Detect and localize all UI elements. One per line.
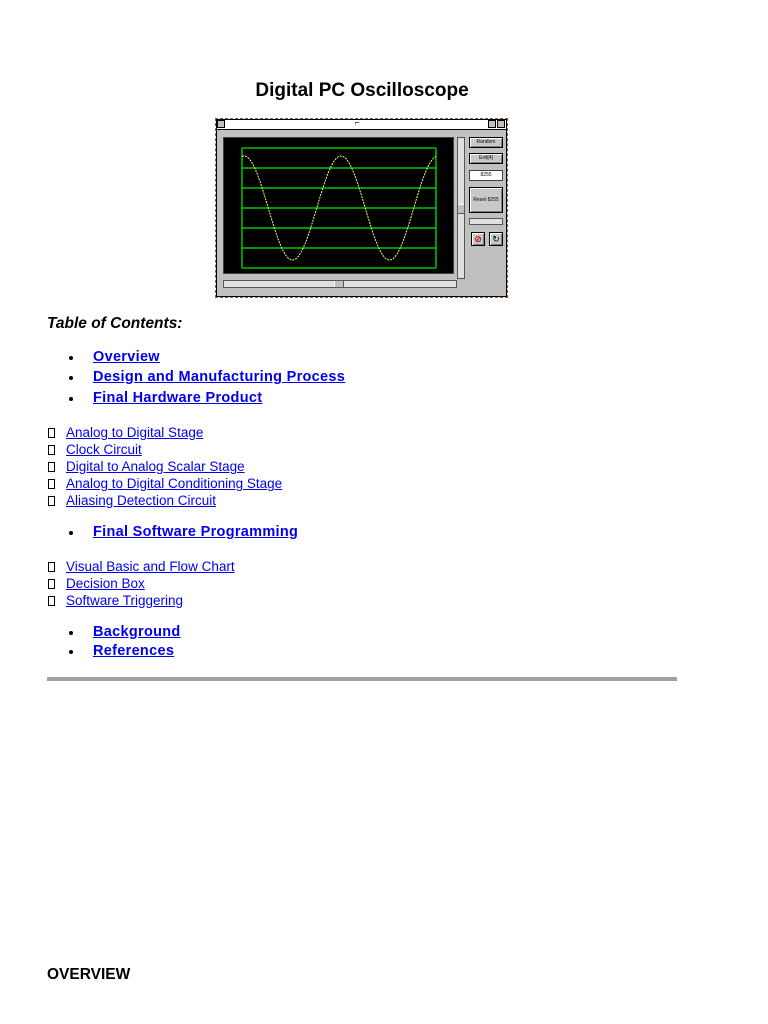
horizontal-scrollbar (223, 280, 457, 288)
random-button: Random (469, 137, 503, 148)
square-bullet-icon (48, 579, 55, 589)
link-adc-conditioning[interactable]: Analog to Digital Conditioning Stage (66, 476, 283, 491)
square-bullet-icon (48, 462, 55, 472)
scope-display (223, 137, 454, 274)
toc-link-overview[interactable]: Overview (93, 349, 160, 365)
maximize-icon (497, 120, 505, 128)
toc-link-software[interactable]: Final Software Programming (93, 524, 299, 540)
list-item (48, 492, 282, 509)
window-titlebar (217, 120, 506, 130)
title-glyph-icon: ⌐ (355, 118, 360, 127)
page-title: Digital PC Oscilloscope (255, 80, 469, 101)
horizontal-divider (47, 677, 677, 681)
toc-main-list-1 (69, 348, 345, 409)
link-visual-basic[interactable]: Visual Basic and Flow Chart (66, 559, 235, 574)
toc-main-list-2 (69, 523, 298, 543)
exit-button: Exit[4] (469, 153, 503, 164)
hardware-sublist (48, 424, 282, 509)
link-dac-scalar[interactable]: Digital to Analog Scalar Stage (66, 459, 245, 474)
vertical-scroll-thumb (458, 204, 464, 214)
toc-item (69, 348, 345, 368)
link-software-triggering[interactable]: Software Triggering (66, 593, 184, 608)
bullet-icon (69, 397, 73, 401)
list-item (48, 558, 235, 575)
reset-8255-button: Reset 8255 (469, 187, 503, 213)
small-scrollbar (469, 218, 503, 225)
toc-item (69, 523, 298, 543)
toc-item (69, 623, 181, 642)
link-adc-stage[interactable]: Analog to Digital Stage (66, 425, 204, 440)
toc-item (69, 389, 345, 409)
toc-link-references[interactable]: References (93, 643, 175, 659)
toc-link-hardware[interactable]: Final Hardware Product (93, 390, 263, 406)
bullet-icon (69, 531, 73, 535)
horizontal-scroll-thumb (334, 281, 344, 287)
bullet-icon (69, 631, 73, 635)
list-item (48, 592, 235, 609)
minimize-icon (488, 120, 496, 128)
list-item (48, 424, 282, 441)
list-item (48, 441, 282, 458)
vertical-scrollbar (457, 137, 465, 279)
bullet-icon (69, 356, 73, 360)
port-field: 8255 (469, 170, 503, 181)
scope-trace-graphic (224, 138, 453, 273)
software-sublist (48, 558, 235, 609)
square-bullet-icon (48, 596, 55, 606)
square-bullet-icon (48, 445, 55, 455)
run-icon: ↻ (489, 232, 503, 246)
system-menu-icon (217, 120, 225, 128)
square-bullet-icon (48, 479, 55, 489)
bullet-icon (69, 650, 73, 654)
toc-link-design[interactable]: Design and Manufacturing Process (93, 369, 346, 385)
bullet-icon (69, 376, 73, 380)
link-decision-box[interactable]: Decision Box (66, 576, 145, 591)
square-bullet-icon (48, 496, 55, 506)
oscilloscope-screenshot (216, 119, 507, 297)
link-aliasing[interactable]: Aliasing Detection Circuit (66, 493, 217, 508)
stop-icon: ⊘ (471, 232, 485, 246)
toc-item (69, 642, 181, 661)
link-clock-circuit[interactable]: Clock Circuit (66, 442, 142, 457)
list-item (48, 475, 282, 492)
square-bullet-icon (48, 562, 55, 572)
square-bullet-icon (48, 428, 55, 438)
toc-item (69, 368, 345, 389)
toc-link-background[interactable]: Background (93, 624, 181, 640)
overview-heading: OVERVIEW (47, 966, 131, 983)
toc-heading: Table of Contents: (47, 315, 183, 332)
list-item (48, 458, 282, 475)
toc-main-list-3 (69, 623, 181, 661)
list-item (48, 575, 235, 592)
